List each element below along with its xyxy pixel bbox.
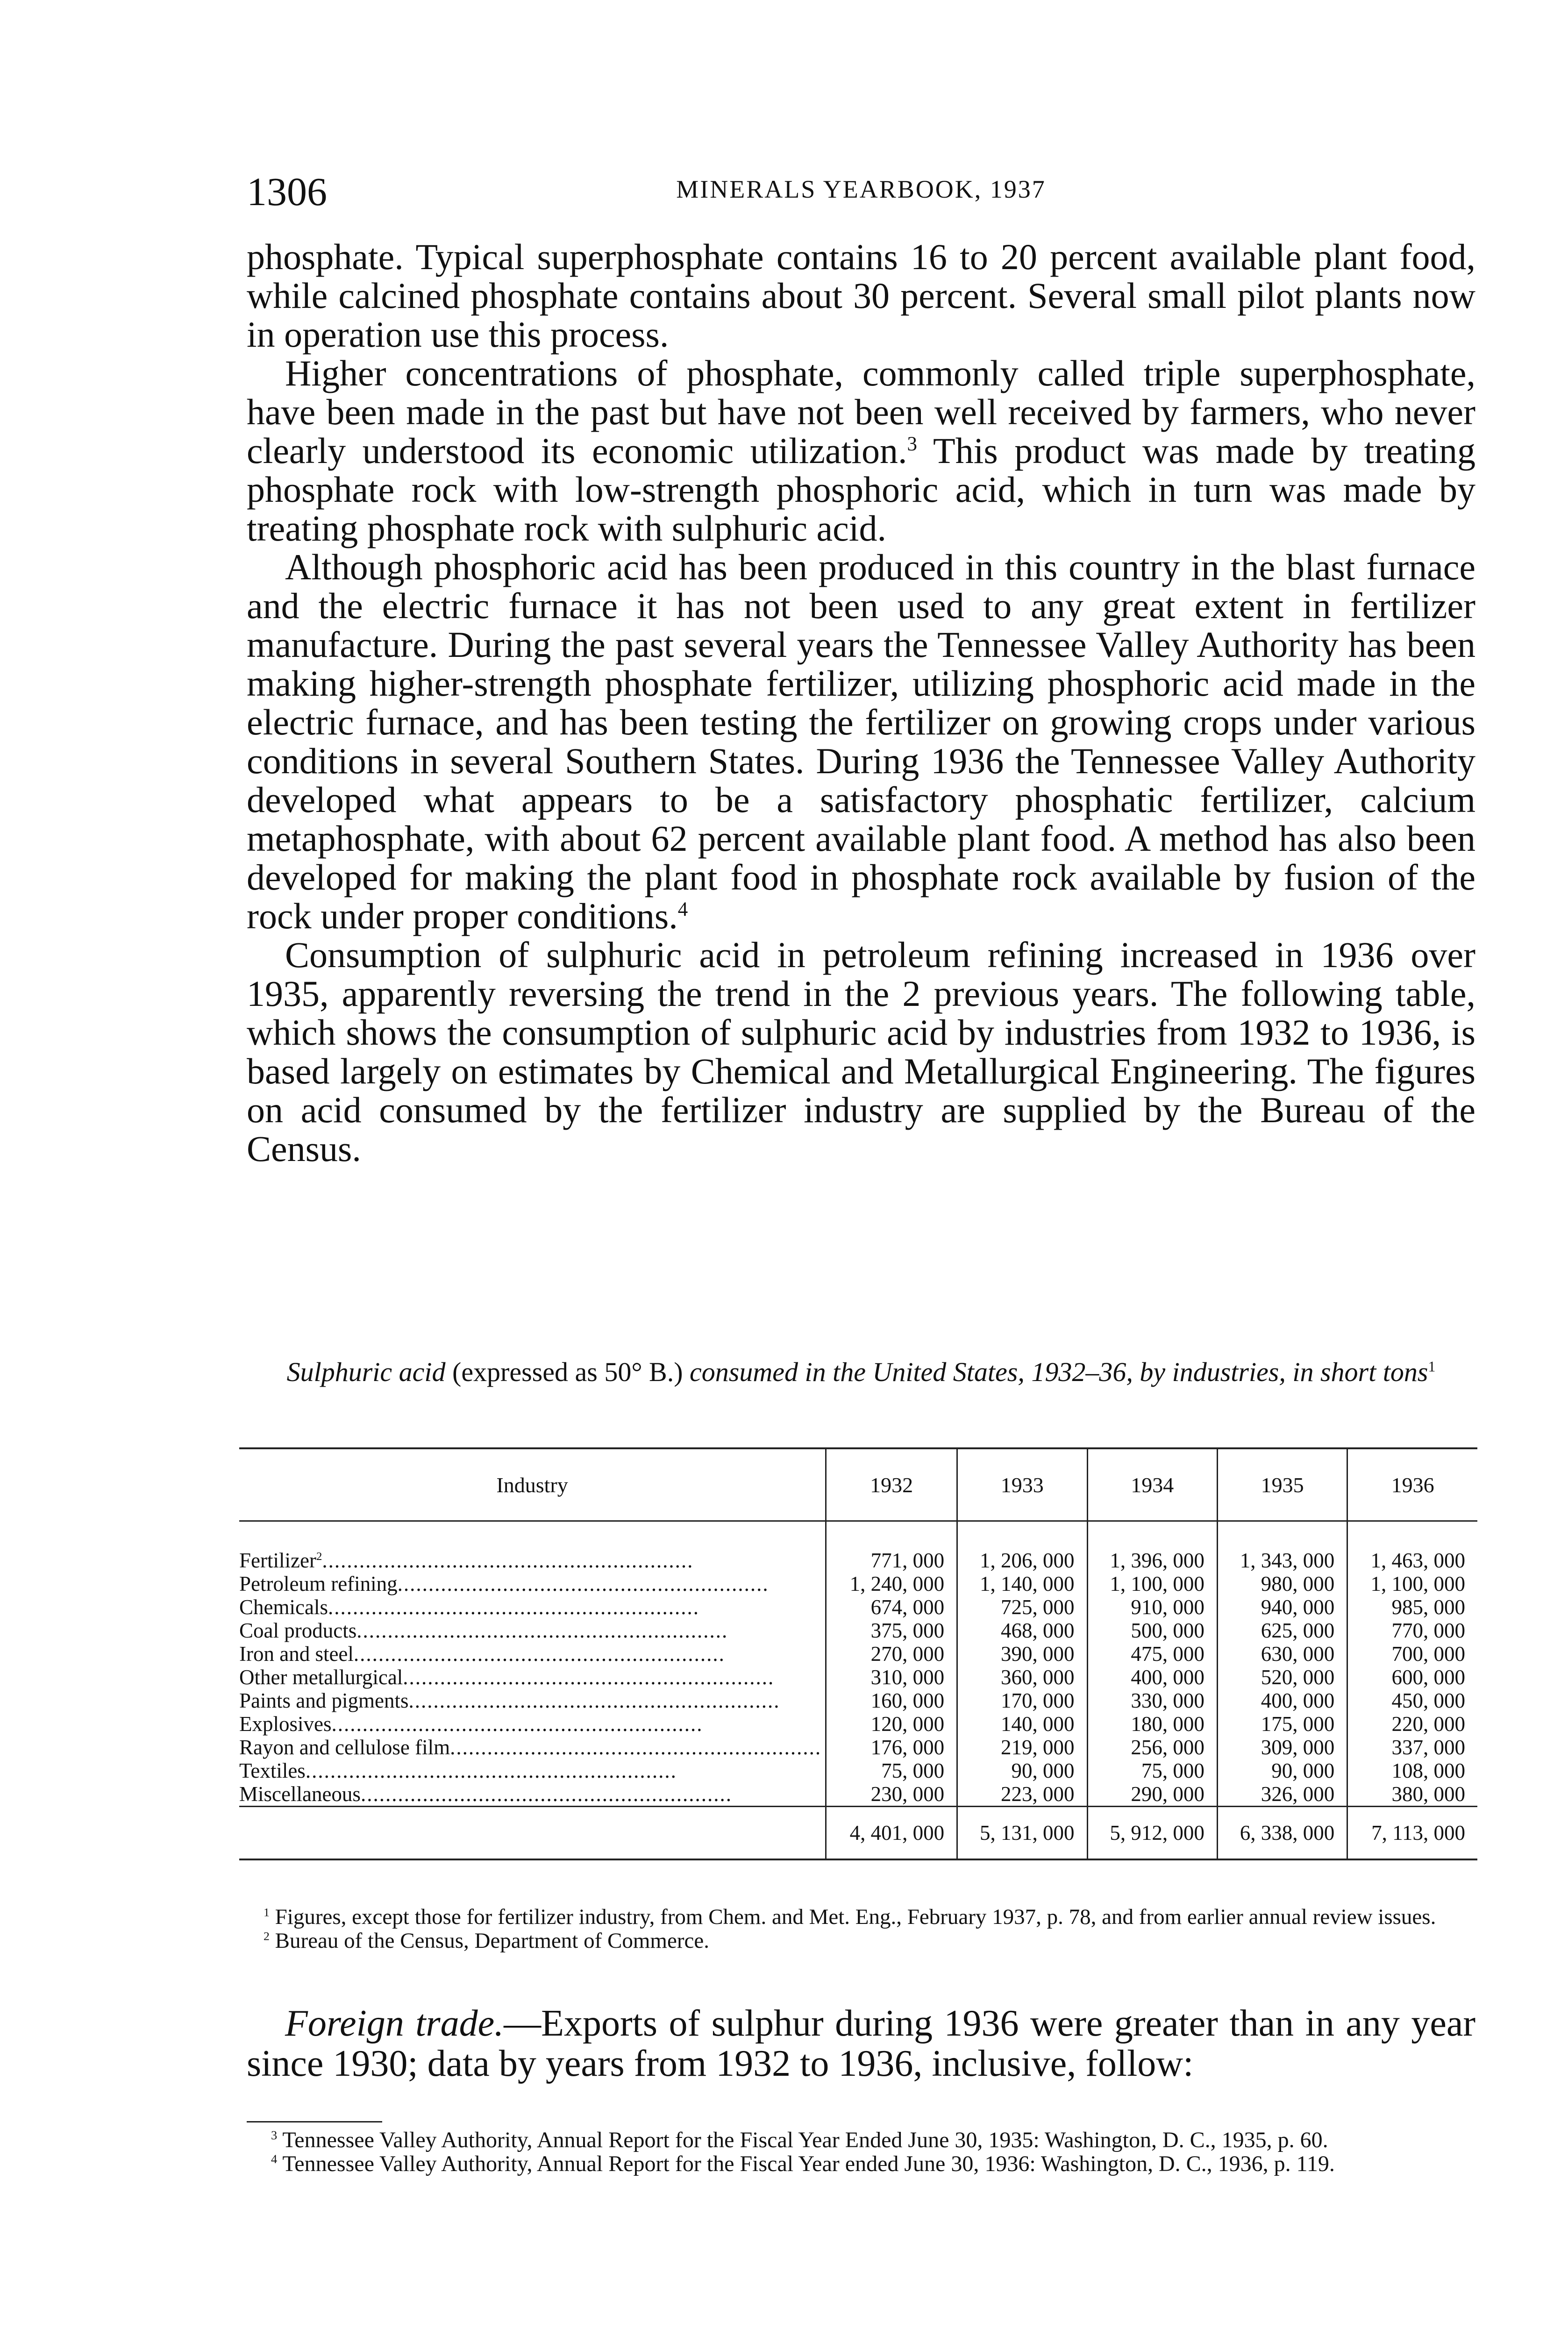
industry-name: Rayon and cellulose film (239, 1736, 450, 1759)
leader-dots: ............................................................ (328, 1595, 699, 1619)
industry-cell (239, 1521, 826, 1573)
total-label-cell (239, 1807, 826, 1860)
leader-dots: ............................................................ (408, 1689, 780, 1712)
industry-name: Paints and pigments (239, 1689, 409, 1712)
total-cell: 7, 113, 000 (1347, 1807, 1477, 1860)
value-cell: 700, 000 (1347, 1642, 1477, 1666)
table-note-1-ref: 1 (264, 1905, 270, 1919)
value-cell: 380, 000 (1347, 1782, 1477, 1807)
header-industry: Industry (239, 1448, 826, 1521)
table-row (239, 1521, 1477, 1573)
value-cell: 400, 000 (1087, 1666, 1217, 1689)
industry-cell (239, 1782, 826, 1807)
table-note-1-text: Figures, except those for fertilizer industry, from Chem. and Met. Eng., February 1937, p. 78, and from earlier annual review issues. (269, 1905, 1436, 1929)
table-note-1 (239, 1905, 1477, 1929)
value-cell: 90, 000 (957, 1759, 1087, 1782)
footnote-4-text: Tennessee Valley Authority, Annual Report for the Fiscal Year ended June 30, 1936: Washington, D. C., 1936, p. 119. (277, 2151, 1335, 2176)
industry-name: Other metallurgical (239, 1666, 403, 1689)
sulphuric-acid-table (239, 1447, 1477, 1860)
value-cell: 674, 000 (826, 1595, 957, 1619)
value-cell: 290, 000 (1087, 1782, 1217, 1807)
caption-part-a: Sulphuric acid (286, 1357, 446, 1387)
footnote-4-ref: 4 (271, 2152, 278, 2166)
leader-dots: ............................................................ (322, 1549, 694, 1572)
total-cell: 5, 912, 000 (1087, 1807, 1217, 1860)
table-note-2-ref: 2 (264, 1929, 270, 1943)
industry-name: Coal products (239, 1619, 357, 1642)
paragraph-2-text: Higher concentrations of phosphate, commonly called triple superphosphate, have been made in the past but have not been well received by farmers, who never clearly understood its economic utilization. (247, 353, 1475, 471)
footnote-3 (247, 2128, 1475, 2152)
footnote-divider (247, 2121, 382, 2122)
value-cell: 256, 000 (1087, 1736, 1217, 1759)
leader-dots: ............................................................ (353, 1642, 725, 1666)
footnote-ref-4: 4 (677, 898, 688, 920)
industry-cell (239, 1712, 826, 1736)
industry-name: Textiles (239, 1759, 306, 1782)
industry-name: Explosives (239, 1712, 332, 1736)
value-cell: 309, 000 (1217, 1736, 1347, 1759)
value-cell: 330, 000 (1087, 1689, 1217, 1712)
caption-part-c: consumed in the United States, 1932–36, by industries, in short tons (690, 1357, 1428, 1387)
value-cell: 600, 000 (1347, 1666, 1477, 1689)
caption-footnote-ref: 1 (1428, 1358, 1436, 1375)
value-cell: 910, 000 (1087, 1595, 1217, 1619)
running-title: MINERALS YEARBOOK, 1937 (676, 175, 1046, 203)
value-cell: 630, 000 (1217, 1642, 1347, 1666)
value-cell: 108, 000 (1347, 1759, 1477, 1782)
table-row (239, 1595, 1477, 1619)
value-cell: 230, 000 (826, 1782, 957, 1807)
value-cell: 400, 000 (1217, 1689, 1347, 1712)
table-total-row (239, 1807, 1477, 1860)
leader-dots: ............................................................ (331, 1712, 703, 1736)
table-caption (247, 1357, 1475, 1387)
footnote-3-text: Tennessee Valley Authority, Annual Report for the Fiscal Year Ended June 30, 1935: Washington, D. C., 1935, p. 60. (277, 2128, 1328, 2152)
value-cell: 90, 000 (1217, 1759, 1347, 1782)
industry-cell (239, 1595, 826, 1619)
value-cell: 360, 000 (957, 1666, 1087, 1689)
value-cell: 75, 000 (1087, 1759, 1217, 1782)
table-note-2 (239, 1929, 1477, 1953)
foreign-trade-heading: Foreign trade. (285, 2003, 504, 2044)
value-cell: 985, 000 (1347, 1595, 1477, 1619)
value-cell: 468, 000 (957, 1619, 1087, 1642)
table-row (239, 1619, 1477, 1642)
value-cell: 980, 000 (1217, 1572, 1347, 1595)
value-cell: 1, 206, 000 (957, 1521, 1087, 1573)
leader-dots: ............................................................ (305, 1759, 677, 1782)
industry-cell (239, 1619, 826, 1642)
industry-name: Iron and steel (239, 1642, 354, 1666)
foreign-trade-section (247, 2003, 1475, 2084)
leader-dots: ............................................................ (356, 1619, 728, 1642)
value-cell: 940, 000 (1217, 1595, 1347, 1619)
industry-name: Petroleum refining (239, 1572, 398, 1595)
value-cell: 160, 000 (826, 1689, 957, 1712)
value-cell: 326, 000 (1217, 1782, 1347, 1807)
industry-cell (239, 1666, 826, 1689)
value-cell: 500, 000 (1087, 1619, 1217, 1642)
value-cell: 223, 000 (957, 1782, 1087, 1807)
industry-cell (239, 1689, 826, 1712)
value-cell: 75, 000 (826, 1759, 957, 1782)
paragraph-4: Consumption of sulphuric acid in petroleum refining increased in 1936 over 1935, apparently reversing the trend in the 2 previous years. The following table, which shows the consumption of sulphuric acid by industries from 1932 to 1936, is based largely on estimates by Chemical and Metallurgical Engineering. The figures on acid consumed by the fertilizer industry are supplied by the Bureau of the Census. (247, 934, 1475, 1169)
table-body (239, 1521, 1477, 1807)
value-cell: 180, 000 (1087, 1712, 1217, 1736)
value-cell: 220, 000 (1347, 1712, 1477, 1736)
total-cell: 4, 401, 000 (826, 1807, 957, 1860)
page-number: 1306 (247, 169, 327, 214)
paragraph-3-text: Although phosphoric acid has been produced in this country in the blast furnace and the electric furnace it has not been used to any great extent in fertilizer manufacture. During the past several years the Tennessee Valley Authority has been making higher-strength phosphate fertilizer, utilizing phosphoric acid made in the electric furnace, and has been testing the fertilizer on growing crops under various conditions in several Southern States. During 1936 the Tennessee Valley Authority developed what appears to be a satisfactory phosphatic fertilizer, calcium metaphosphate, with about 62 percent available plant food. A method has also been developed for making the plant food in phosphate rock available by fusion of the rock under proper conditions. (247, 547, 1475, 936)
industry-cell (239, 1736, 826, 1759)
paragraph-2 (247, 354, 1475, 548)
industry-name: Miscellaneous (239, 1782, 361, 1806)
industry-name: Fertilizer (239, 1549, 316, 1572)
footnote-3-ref: 3 (271, 2128, 278, 2142)
leader-dots: ............................................................ (397, 1572, 769, 1595)
value-cell: 337, 000 (1347, 1736, 1477, 1759)
caption-part-b: (expressed as 50° B.) (445, 1357, 690, 1387)
total-cell: 5, 131, 000 (957, 1807, 1087, 1860)
total-cell: 6, 338, 000 (1217, 1807, 1347, 1860)
industry-footnote-ref: 2 (316, 1550, 322, 1563)
footnote-4 (247, 2152, 1475, 2176)
value-cell: 270, 000 (826, 1642, 957, 1666)
header-year: 1932 (826, 1448, 957, 1521)
table-header-row (239, 1448, 1477, 1521)
footnotes (247, 2128, 1475, 2176)
value-cell: 375, 000 (826, 1619, 957, 1642)
leader-dots: ............................................................ (360, 1782, 732, 1806)
header-year: 1933 (957, 1448, 1087, 1521)
table-row (239, 1736, 1477, 1759)
value-cell: 176, 000 (826, 1736, 957, 1759)
table-row (239, 1712, 1477, 1736)
value-cell: 1, 100, 000 (1347, 1572, 1477, 1595)
industry-name: Chemicals (239, 1595, 328, 1619)
value-cell: 520, 000 (1217, 1666, 1347, 1689)
table-row (239, 1782, 1477, 1807)
value-cell: 725, 000 (957, 1595, 1087, 1619)
table-note-2-text: Bureau of the Census, Department of Commerce. (269, 1929, 709, 1953)
footnote-ref-3: 3 (907, 433, 917, 455)
running-head (247, 168, 1475, 220)
value-cell: 1, 240, 000 (826, 1572, 957, 1595)
value-cell: 170, 000 (957, 1689, 1087, 1712)
value-cell: 1, 463, 000 (1347, 1521, 1477, 1573)
table-row (239, 1759, 1477, 1782)
table-notes (239, 1905, 1477, 1953)
industry-cell (239, 1642, 826, 1666)
header-year: 1934 (1087, 1448, 1217, 1521)
value-cell: 1, 100, 000 (1087, 1572, 1217, 1595)
foreign-trade-text: —Exports of sulphur during 1936 were greater than in any year since 1930; data by years from 1932 to 1936, inclusive, follow: (247, 2003, 1475, 2084)
value-cell: 625, 000 (1217, 1619, 1347, 1642)
value-cell: 175, 000 (1217, 1712, 1347, 1736)
value-cell: 140, 000 (957, 1712, 1087, 1736)
value-cell: 219, 000 (957, 1736, 1087, 1759)
industry-cell (239, 1572, 826, 1595)
paragraph-2-continued: This product was made by treating phosphate rock with low-strength phosphoric acid, which in turn was made by treating phosphate rock with sulphuric acid. (247, 430, 1475, 548)
value-cell: 1, 140, 000 (957, 1572, 1087, 1595)
table-row (239, 1689, 1477, 1712)
table-row (239, 1642, 1477, 1666)
foreign-trade-paragraph (247, 2003, 1475, 2084)
value-cell: 310, 000 (826, 1666, 957, 1689)
paragraph-3 (247, 548, 1475, 935)
value-cell: 770, 000 (1347, 1619, 1477, 1642)
header-year: 1936 (1347, 1448, 1477, 1521)
value-cell: 1, 343, 000 (1217, 1521, 1347, 1573)
paragraph-1: phosphate. Typical superphosphate contains 16 to 20 percent available plant food, while calcined phosphate contains about 30 percent. Several small pilot plants now in operation use this process. (247, 236, 1475, 355)
header-year: 1935 (1217, 1448, 1347, 1521)
leader-dots: ............................................................ (450, 1736, 822, 1759)
value-cell: 475, 000 (1087, 1642, 1217, 1666)
table-row (239, 1666, 1477, 1689)
leader-dots: ............................................................ (403, 1666, 775, 1689)
table-row (239, 1572, 1477, 1595)
value-cell: 771, 000 (826, 1521, 957, 1573)
body-text (247, 237, 1475, 1168)
value-cell: 1, 396, 000 (1087, 1521, 1217, 1573)
value-cell: 390, 000 (957, 1642, 1087, 1666)
industry-cell (239, 1759, 826, 1782)
value-cell: 120, 000 (826, 1712, 957, 1736)
value-cell: 450, 000 (1347, 1689, 1477, 1712)
